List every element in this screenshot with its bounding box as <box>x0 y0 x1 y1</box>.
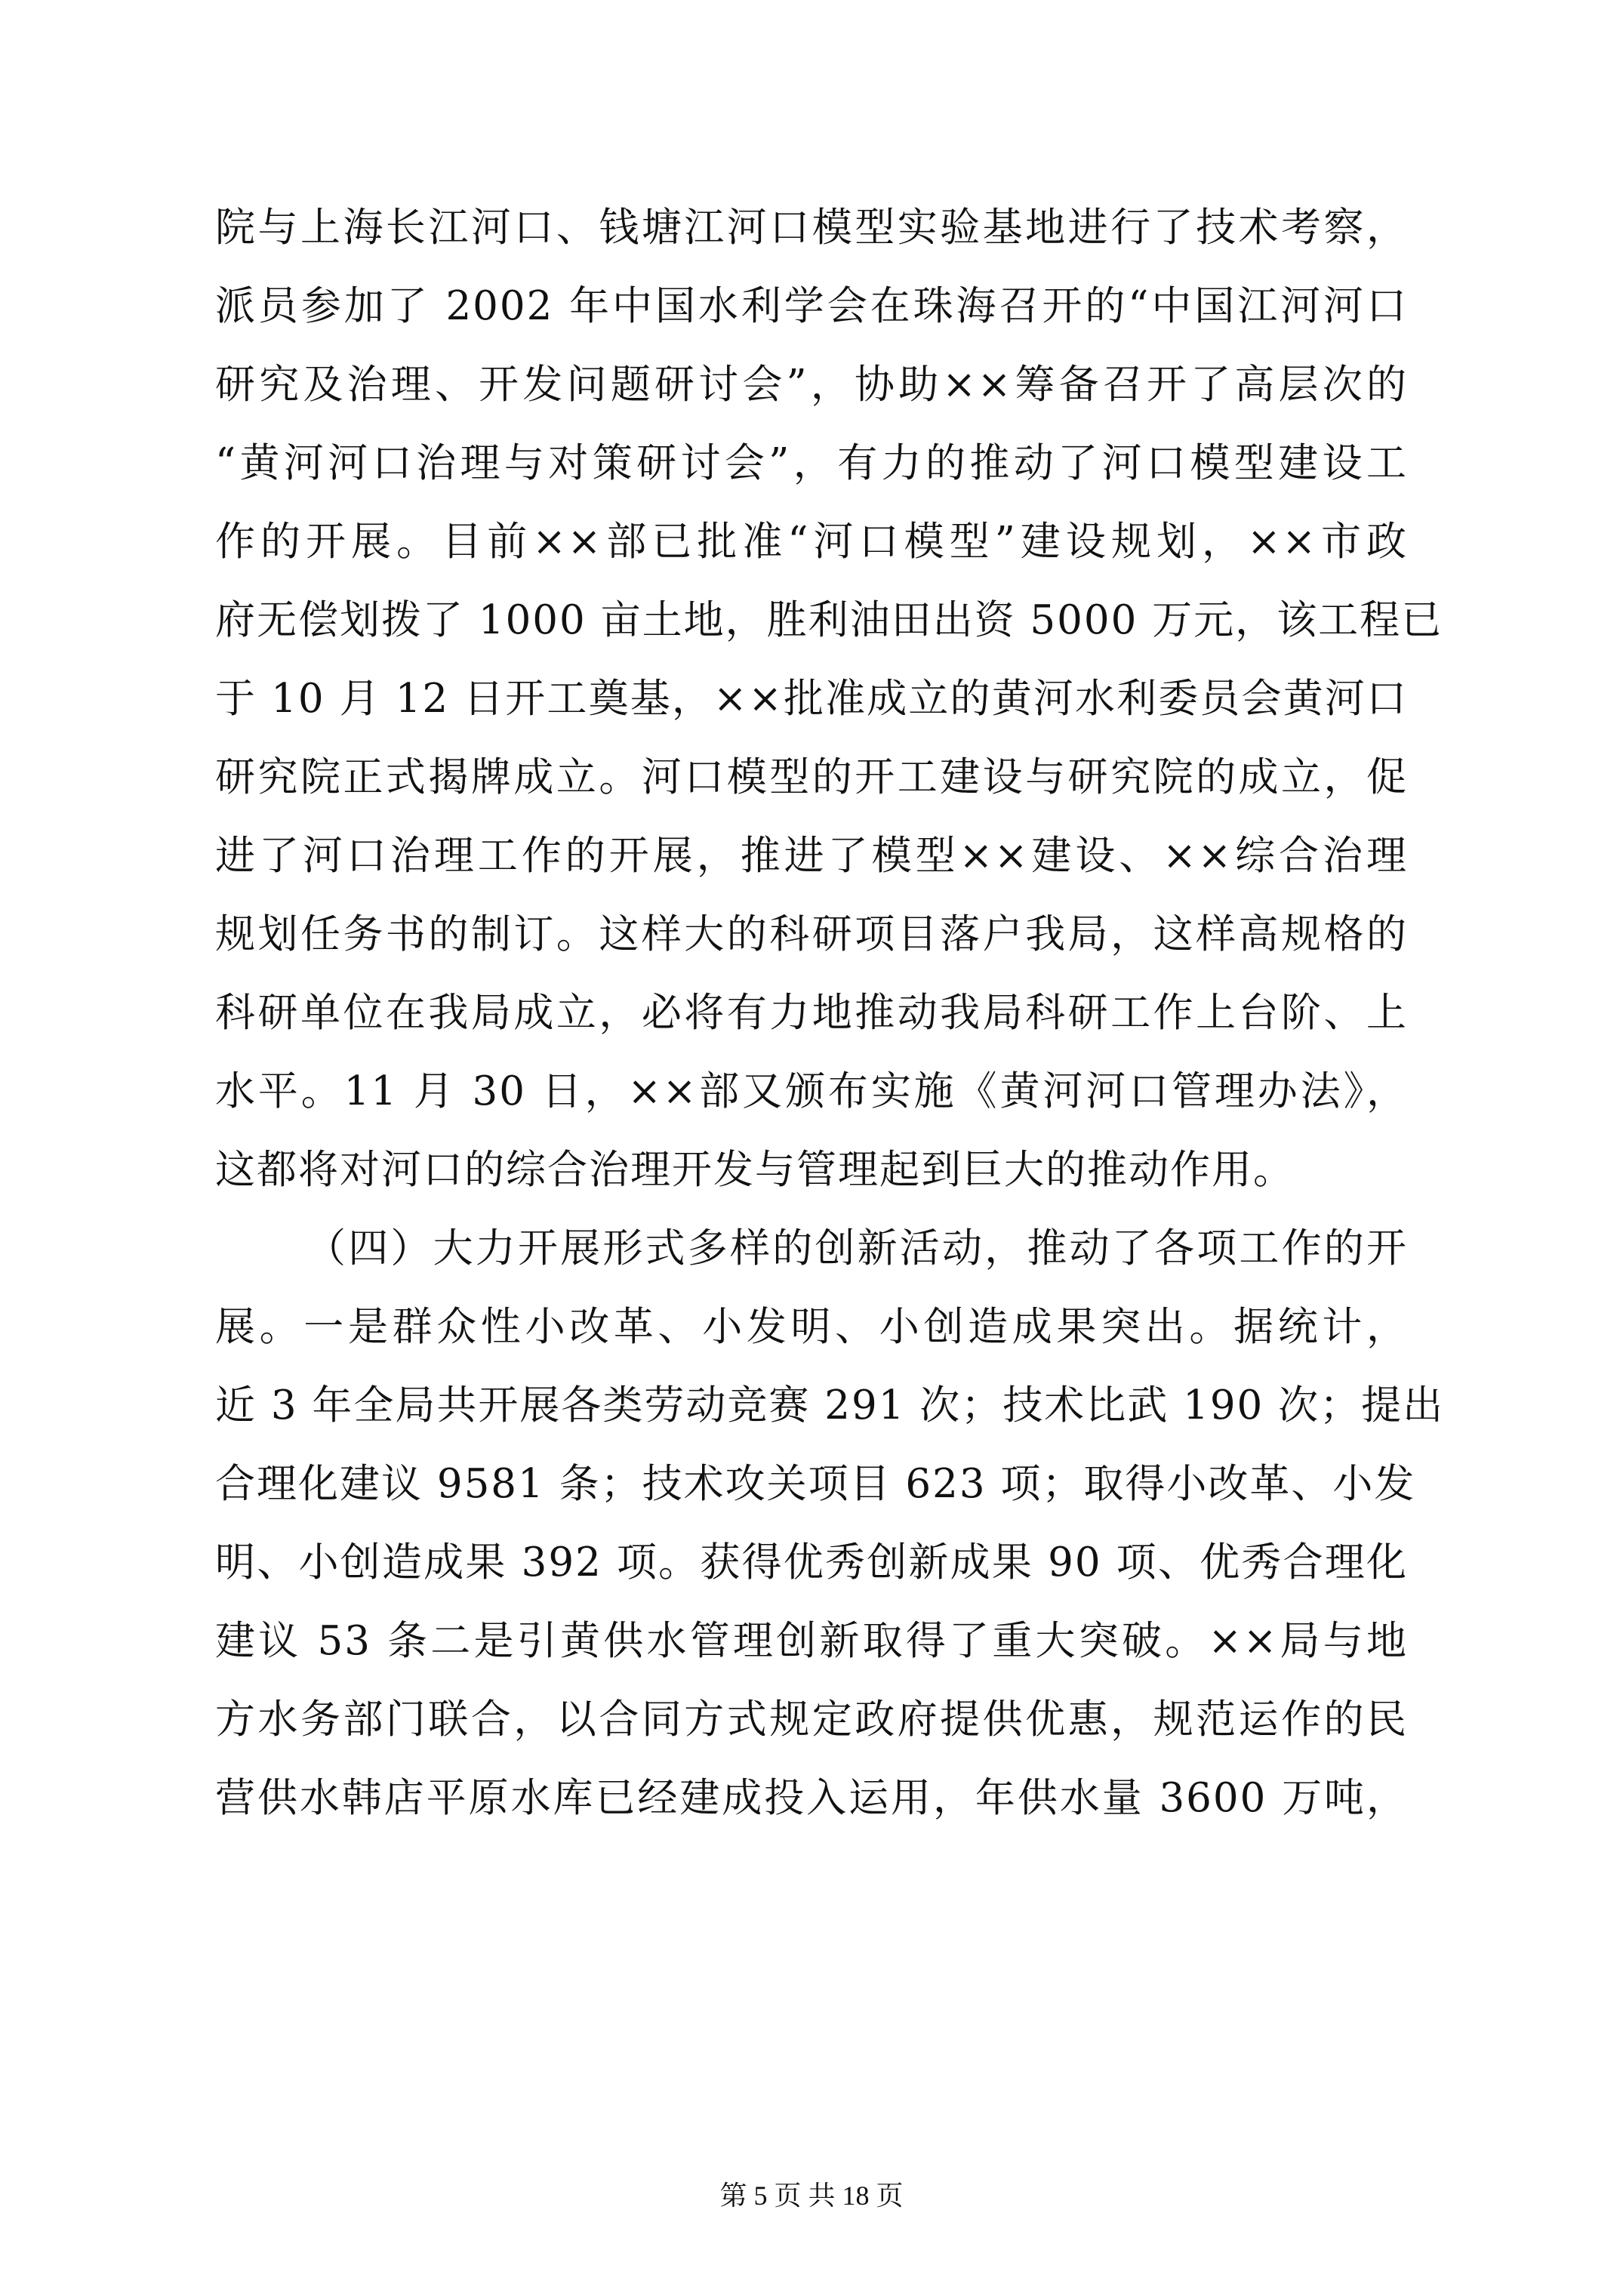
text-line: 水平。11 月 30 日，××部又颁布实施《黄河河口管理办法》， <box>215 1068 1408 1114</box>
text-line: “黄河河口治理与对策研讨会”，有力的推动了河口模型建设工 <box>215 440 1408 486</box>
text-line: 府无偿划拨了 1000 亩土地，胜利油田出资 5000 万元，该工程已 <box>215 597 1443 643</box>
text-line: 科研单位在我局成立，必将有力地推动我局科研工作上台阶、上 <box>215 990 1408 1036</box>
paragraph-2 <box>215 1210 1445 1838</box>
text-line: 建议 53 条二是引黄供水管理创新取得了重大突破。××局与地 <box>215 1618 1408 1664</box>
text-line: 合理化建议 9581 条；技术攻关项目 623 项；取得小改革、小发 <box>215 1461 1416 1507</box>
text-line: 近 3 年全局共开展各类劳动竞赛 291 次；技术比武 190 次；提出 <box>215 1382 1445 1428</box>
text-line: 进了河口治理工作的开展，推进了模型××建设、××综合治理 <box>215 833 1408 879</box>
text-line: 明、小创造成果 392 项。获得优秀创新成果 90 项、优秀合理化 <box>215 1539 1408 1586</box>
text-line: 方水务部门联合，以合同方式规定政府提供优惠，规范运作的民 <box>215 1697 1408 1743</box>
paragraph-1 <box>215 189 1443 1210</box>
text-line: 研究及治理、开发问题研讨会”，协助××筹备召开了高层次的 <box>215 362 1408 408</box>
page-number-footer: 第 5 页 共 18 页 <box>719 2180 904 2211</box>
text-line: 规划任务书的制订。这样大的科研项目落户我局，这样高规格的 <box>215 911 1408 957</box>
text-line: 于 10 月 12 日开工奠基，××批准成立的黄河水利委员会黄河口 <box>215 676 1408 722</box>
text-line: 院与上海长江河口、钱塘江河口模型实验基地进行了技术考察， <box>215 205 1408 251</box>
text-line: 研究院正式揭牌成立。河口模型的开工建设与研究院的成立，促 <box>215 754 1408 800</box>
text-line: 作的开展。目前××部已批准“河口模型”建设规划，××市政 <box>215 519 1408 565</box>
text-line: 这都将对河口的综合治理开发与管理起到巨大的推动作用。 <box>215 1147 1295 1193</box>
text-line: 派员参加了 2002 年中国水利学会在珠海召开的“中国江河河口 <box>215 283 1408 329</box>
text-line: 营供水韩店平原水库已经建成投入运用，年供水量 3600 万吨， <box>215 1775 1408 1821</box>
text-line: 展。一是群众性小改革、小发明、小创造成果突出。据统计， <box>215 1304 1408 1350</box>
document-body <box>215 189 1445 1838</box>
text-line: （四）大力开展形式多样的创新活动，推动了各项工作的开 <box>306 1225 1408 1271</box>
